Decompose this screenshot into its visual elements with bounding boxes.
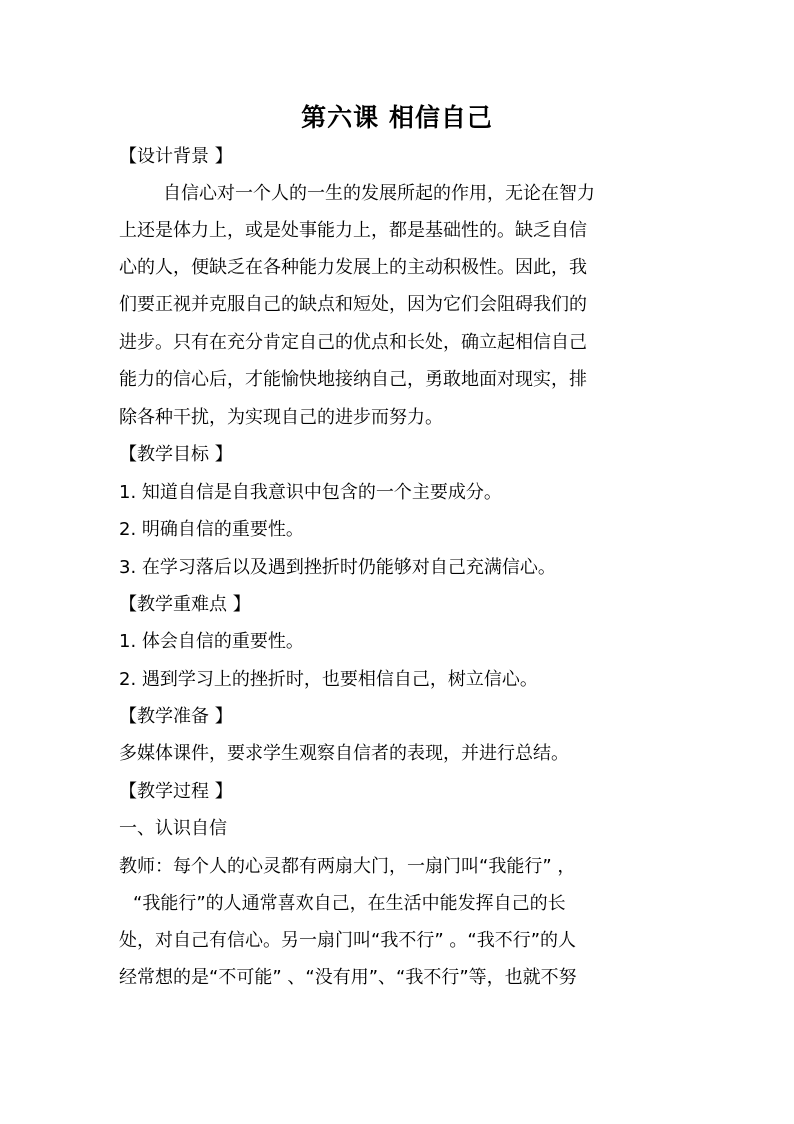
- paragraph-line: 多媒体课件，要求学生观察自信者的表现，并进行总结。: [119, 743, 569, 764]
- list-item: 3. 在学习落后以及遇到挫折时仍能够对自己充满信心。: [119, 557, 556, 578]
- paragraph-line: 处，对自己有信心。另一扇门叫“我不行” 。“我不行”的人: [119, 930, 577, 951]
- section-heading-background: 【设计背景 】: [119, 146, 233, 167]
- section-heading-key-points: 【教学重难点 】: [119, 594, 251, 615]
- list-item: 2. 遇到学习上的挫折时，也要相信自己，树立信心。: [119, 669, 538, 690]
- paragraph-line: 上还是体力上，或是处事能力上，都是基础性的。缺乏自信: [119, 220, 587, 241]
- paragraph-line: 进步。只有在充分肯定自己的优点和长处，确立起相信自己: [119, 332, 587, 353]
- paragraph-line: 能力的信心后，才能愉快地接纳自己，勇敢地面对现实，排: [119, 369, 587, 390]
- paragraph-line: “我能行”的人通常喜欢自己，在生活中能发挥自己的长: [133, 893, 566, 914]
- list-item: 1. 体会自信的重要性。: [119, 631, 304, 652]
- section-heading-preparation: 【教学准备 】: [119, 706, 233, 727]
- subsection-heading: 一、认识自信: [119, 818, 227, 839]
- paragraph-line: 心的人，便缺乏在各种能力发展上的主动积极性。因此，我: [119, 257, 587, 278]
- paragraph-line: 除各种干扰，为实现自己的进步而努力。: [119, 407, 443, 428]
- paragraph-line: 教师：每个人的心灵都有两扇大门，一扇门叫“我能行” ，: [119, 856, 576, 877]
- paragraph-line: 自信心对一个人的一生的发展所起的作用，无论在智力: [163, 183, 595, 204]
- paragraph-line: 经常想的是“不可能” 、“没有用”、“我不行”等，也就不努: [119, 967, 577, 988]
- list-item: 1. 知道自信是自我意识中包含的一个主要成分。: [119, 482, 502, 503]
- section-heading-process: 【教学过程 】: [119, 781, 233, 802]
- page-title: 第六课 相信自己: [301, 103, 493, 132]
- list-item: 2. 明确自信的重要性。: [119, 519, 304, 540]
- paragraph-line: 们要正视并克服自己的缺点和短处，因为它们会阻碍我们的: [119, 294, 587, 315]
- section-heading-objectives: 【教学目标 】: [119, 444, 233, 465]
